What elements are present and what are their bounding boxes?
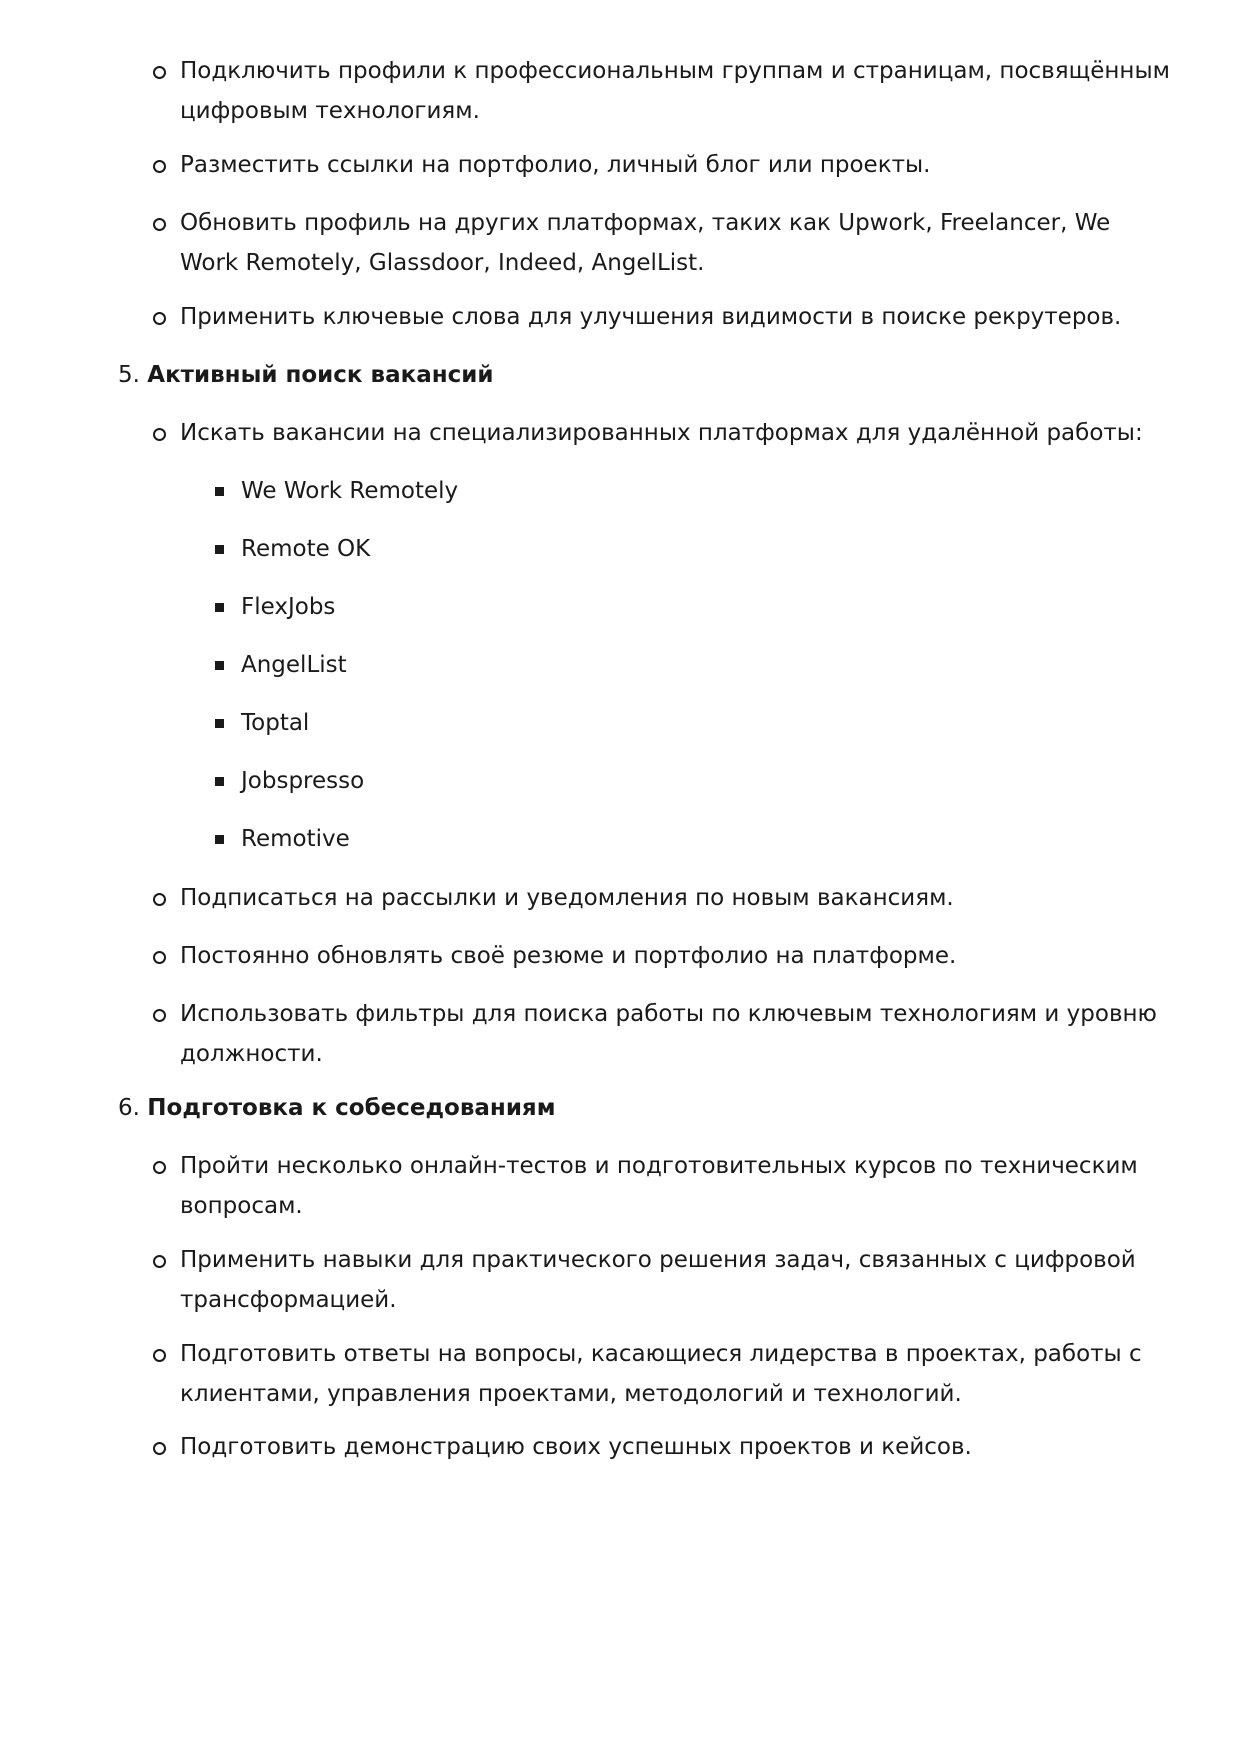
platform-list-item: Remotive — [241, 819, 1141, 859]
list-item: Подписаться на рассылки и уведомления по новым вакансиям. — [180, 878, 1170, 918]
square-bullet-icon — [215, 487, 224, 496]
section-heading-6 — [118, 1088, 1118, 1128]
list-item: Использовать фильтры для поиска работы по ключевым технологиям и уровню должности. — [180, 994, 1170, 1074]
hollow-circle-bullet-icon — [153, 428, 166, 441]
list-item: Применить навыки для практического решения задач, связанных с цифровой трансформацией. — [180, 1240, 1170, 1320]
square-bullet-icon — [215, 603, 224, 612]
platform-list-item: Remote OK — [241, 529, 1141, 569]
hollow-circle-bullet-icon — [153, 218, 166, 231]
platform-list-item: AngelList — [241, 645, 1141, 685]
square-bullet-icon — [215, 719, 224, 728]
hollow-circle-bullet-icon — [153, 1009, 166, 1022]
section-title: Активный поиск вакансий — [147, 362, 494, 388]
list-item: Постоянно обновлять своё резюме и портфолио на платформе. — [180, 936, 1170, 976]
list-item: Подготовить демонстрацию своих успешных проектов и кейсов. — [180, 1427, 1170, 1467]
list-item: Разместить ссылки на портфолио, личный блог или проекты. — [180, 145, 1170, 185]
list-item: Искать вакансии на специализированных платформах для удалённой работы: — [180, 413, 1170, 453]
hollow-circle-bullet-icon — [153, 1349, 166, 1362]
section-number: 6. — [118, 1095, 140, 1121]
section-number: 5. — [118, 362, 140, 388]
hollow-circle-bullet-icon — [153, 951, 166, 964]
list-item: Подготовить ответы на вопросы, касающиеся лидерства в проектах, работы с клиентами, управления проектами, методологий и технологий. — [180, 1334, 1170, 1414]
hollow-circle-bullet-icon — [153, 1161, 166, 1174]
platform-list-item: Jobspresso — [241, 761, 1141, 801]
hollow-circle-bullet-icon — [153, 1442, 166, 1455]
hollow-circle-bullet-icon — [153, 893, 166, 906]
hollow-circle-bullet-icon — [153, 66, 166, 79]
section-title: Подготовка к собеседованиям — [147, 1095, 556, 1121]
square-bullet-icon — [215, 777, 224, 786]
section-heading-5 — [118, 355, 1118, 395]
list-item: Обновить профиль на других платформах, таких как Upwork, Freelancer, We Work Remotely, Glassdoor, Indeed, AngelList. — [180, 203, 1170, 283]
platform-list-item: We Work Remotely — [241, 471, 1141, 511]
list-item: Подключить профили к профессиональным группам и страницам, посвящённым цифровым технологиям. — [180, 51, 1170, 131]
hollow-circle-bullet-icon — [153, 1255, 166, 1268]
platform-list-item: Toptal — [241, 703, 1141, 743]
square-bullet-icon — [215, 835, 224, 844]
square-bullet-icon — [215, 545, 224, 554]
hollow-circle-bullet-icon — [153, 160, 166, 173]
hollow-circle-bullet-icon — [153, 312, 166, 325]
list-item: Пройти несколько онлайн-тестов и подготовительных курсов по техническим вопросам. — [180, 1146, 1170, 1226]
square-bullet-icon — [215, 661, 224, 670]
platform-list-item: FlexJobs — [241, 587, 1141, 627]
list-item: Применить ключевые слова для улучшения видимости в поиске рекрутеров. — [180, 297, 1170, 337]
